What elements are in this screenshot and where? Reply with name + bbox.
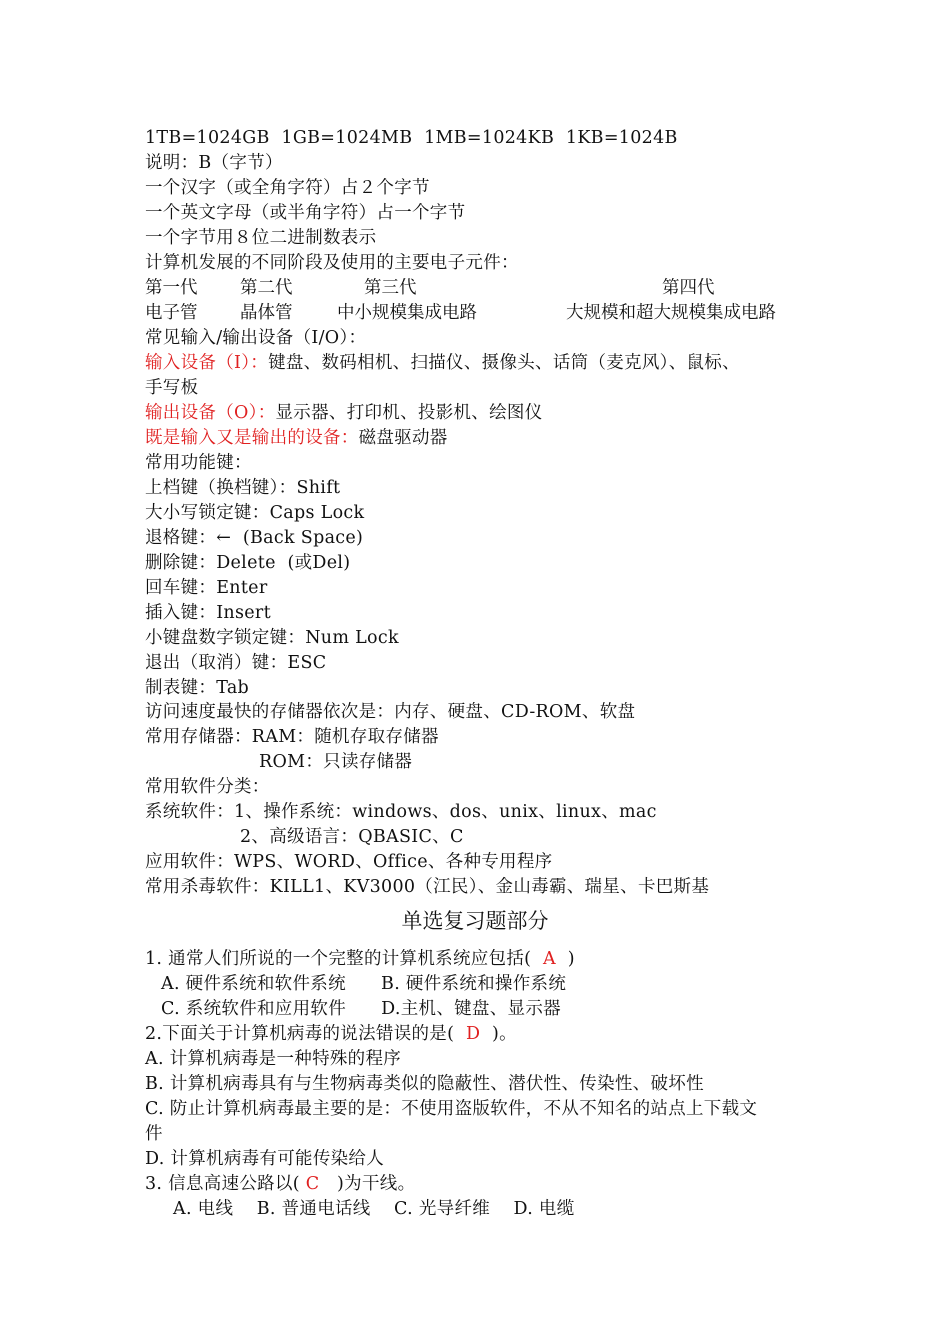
both-label: 既是输入又是输出的设备： xyxy=(145,428,359,448)
gen-1: 第一代 xyxy=(145,278,198,298)
answer-1: A xyxy=(543,949,556,969)
input-label: 输入设备（I）： xyxy=(145,353,269,373)
note-hanzi: 一个汉字（或全角字符）占２个字节 xyxy=(145,178,430,198)
answer-2: D xyxy=(465,1024,481,1044)
key-delete: 删除键：Delete (或Del) xyxy=(145,553,351,573)
question-1-options-cd: C. 系统软件和应用软件 D.主机、键盘、显示器 xyxy=(161,999,561,1019)
question-1: 1. 通常人们所说的一个完整的计算机系统应包括( A ) xyxy=(145,949,575,969)
key-shift: 上档键（换档键）：Shift xyxy=(145,478,341,498)
answer-3: C xyxy=(305,1174,320,1194)
gen-4: 第四代 xyxy=(662,278,715,298)
question-3: 3. 信息高速公路以( C )为干线。 xyxy=(145,1174,416,1194)
output-devices: 输出设备（O）：显示器、打印机、投影机、绘图仪 xyxy=(145,403,543,423)
note-english: 一个英文字母（或半角字符）占一个字节 xyxy=(145,203,466,223)
question-2-option-d: D. 计算机病毒有可能传染给人 xyxy=(145,1149,385,1169)
io-devices: 既是输入又是输出的设备：磁盘驱动器 xyxy=(145,428,448,448)
software-system: 系统软件：1、操作系统：windows、dos、unix、linux、mac xyxy=(145,802,657,822)
storage-units-line: 1TB=1024GB 1GB=1024MB 1MB=1024KB 1KB=1024B xyxy=(145,128,678,148)
io-heading: 常见输入/输出设备（I/O）： xyxy=(145,328,367,348)
key-backspace: 退格键：← (Back Space) xyxy=(145,528,364,548)
question-2-option-c-cont: 件 xyxy=(145,1124,163,1144)
question-2: 2.下面关于计算机病毒的说法错误的是( D )。 xyxy=(145,1024,517,1044)
input-devices: 输入设备（I）：键盘、数码相机、扫描仪、摄像头、话筒（麦克风）、鼠标、 xyxy=(145,353,740,373)
key-caps: 大小写锁定键：Caps Lock xyxy=(145,503,365,523)
note-byte: 说明：B（字节） xyxy=(145,153,283,173)
gen-2-component: 晶体管 xyxy=(240,303,293,323)
storage-rom: ROM：只读存储器 xyxy=(259,752,413,772)
storage-ram: 常用存储器：RAM：随机存取存储器 xyxy=(145,727,439,747)
key-enter: 回车键：Enter xyxy=(145,578,268,598)
key-tab: 制表键：Tab xyxy=(145,678,250,698)
software-system-2: 2、高级语言：QBASIC、C xyxy=(240,827,464,847)
question-3-options: A. 电线 B. 普通电话线 C. 光导纤维 D. 电缆 xyxy=(173,1199,575,1219)
storage-speed: 访问速度最快的存储器依次是：内存、硬盘、CD-ROM、软盘 xyxy=(145,702,636,722)
note-bits: 一个字节用８位二进制数表示 xyxy=(145,228,377,248)
key-esc: 退出（取消）键：ESC xyxy=(145,653,327,673)
key-numlock: 小键盘数字锁定键：Num Lock xyxy=(145,628,399,648)
gen-1-component: 电子管 xyxy=(145,303,198,323)
software-antivirus: 常用杀毒软件：KILL1、KV3000（江民）、金山毒霸、瑞星、卡巴斯基 xyxy=(145,877,710,897)
input-devices-cont: 手写板 xyxy=(145,378,199,398)
gen-4-component: 大规模和超大规模集成电路 xyxy=(566,303,776,323)
question-1-options-ab: A. 硬件系统和软件系统 B. 硬件系统和操作系统 xyxy=(161,974,567,994)
software-app: 应用软件：WPS、WORD、Office、各种专用程序 xyxy=(145,852,553,872)
question-2-option-b: B. 计算机病毒具有与生物病毒类似的隐蔽性、潜伏性、传染性、破坏性 xyxy=(145,1074,704,1094)
generations-heading: 计算机发展的不同阶段及使用的主要电子元件： xyxy=(145,253,519,273)
keys-heading: 常用功能键： xyxy=(145,453,252,473)
gen-3-component: 中小规模集成电路 xyxy=(337,303,477,323)
software-heading: 常用软件分类： xyxy=(145,777,270,797)
question-2-option-a: A. 计算机病毒是一种特殊的程序 xyxy=(145,1049,402,1069)
gen-3: 第三代 xyxy=(364,278,417,298)
section-title: 单选复习题部分 xyxy=(401,909,549,933)
key-insert: 插入键：Insert xyxy=(145,603,271,623)
output-label: 输出设备（O）： xyxy=(145,403,276,423)
question-2-option-c: C. 防止计算机病毒最主要的是：不使用盗版软件，不从不知名的站点上下载文 xyxy=(145,1099,758,1119)
gen-2: 第二代 xyxy=(240,278,293,298)
